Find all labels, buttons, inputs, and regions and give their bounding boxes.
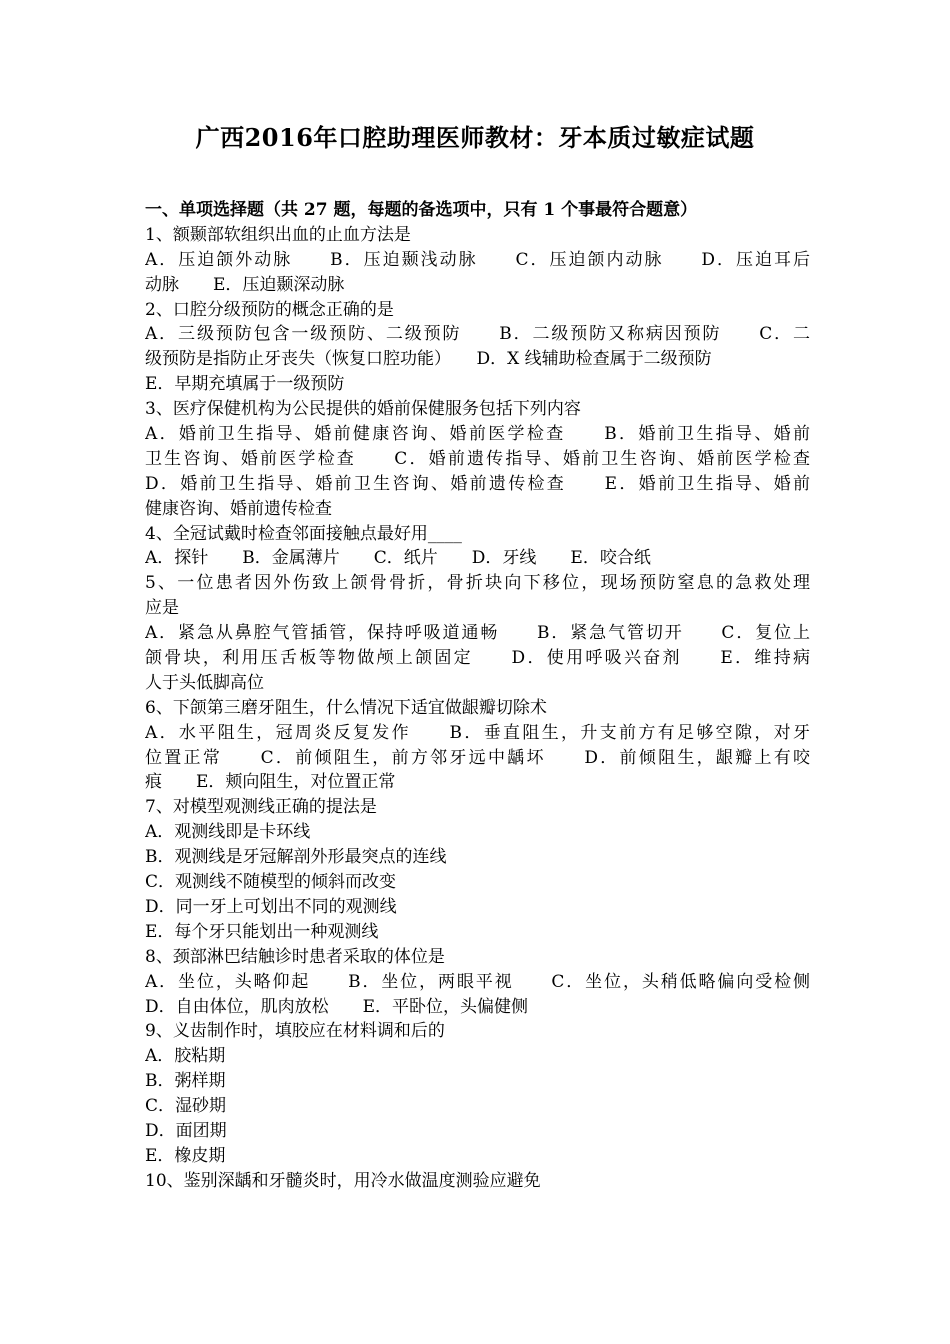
text-line: A．婚前卫生指导、婚前健康咨询、婚前医学检查 B．婚前卫生指导、婚前 [145, 424, 810, 445]
text-line: 8、颈部淋巴结触诊时患者采取的体位是 [145, 946, 445, 967]
text-line: 3、医疗保健机构为公民提供的婚前保健服务包括下列内容 [145, 399, 581, 420]
text-line: A．压迫颌外动脉 B．压迫颞浅动脉 C．压迫颌内动脉 D．压迫耳后 [145, 249, 810, 270]
document-title: 广西2016年口腔助理医师教材：牙本质过敏症试题 [195, 123, 755, 152]
text-line: E．早期充填属于一级预防 [145, 374, 345, 395]
text-line: D．同一牙上可划出不同的观测线 [145, 896, 397, 917]
text-line: D．面团期 [145, 1120, 227, 1141]
text-line: 10、鉴别深龋和牙髓炎时，用冷水做温度测验应避免 [145, 1170, 541, 1191]
text-line: 9、义齿制作时，填胶应在材料调和后的 [145, 1021, 445, 1042]
text-line: E．每个牙只能划出一种观测线 [145, 921, 379, 942]
text-line: 人于头低脚高位 [145, 672, 264, 693]
text-line: B．粥样期 [145, 1071, 226, 1092]
text-line: 4、全冠试戴时检查邻面接触点最好用____ [145, 523, 462, 544]
text-line: A．紧急从鼻腔气管插管，保持呼吸道通畅 B．紧急气管切开 C．复位上 [145, 623, 810, 644]
text-line: 应是 [145, 598, 179, 619]
text-line: 6、下颌第三磨牙阻生，什么情况下适宜做龈瓣切除术 [145, 697, 547, 718]
text-line: D．自由体位，肌肉放松 E．平卧位，头偏健侧 [145, 996, 529, 1017]
text-line: D．婚前卫生指导、婚前卫生咨询、婚前遗传检查 E．婚前卫生指导、婚前 [145, 473, 810, 494]
question-list [145, 198, 810, 1194]
text-line: A．水平阻生，冠周炎反复发作 B．垂直阻生，升支前方有足够空隙，对牙 [145, 722, 810, 743]
text-line: 颌骨块，利用压舌板等物做颅上颌固定 D．使用呼吸兴奋剂 E．维持病 [145, 648, 810, 669]
section-heading: 一、单项选择题（共 27 题，每题的备选项中，只有 1 个事最符合题意） [145, 200, 698, 220]
text-line: C．观测线不随模型的倾斜而改变 [145, 872, 397, 893]
text-line: 2、口腔分级预防的概念正确的是 [145, 299, 394, 320]
text-line: A．探针 B．金属薄片 C．纸片 D．牙线 E．咬合纸 [145, 548, 651, 569]
text-line: 卫生咨询、婚前医学检查 C．婚前遗传指导、婚前卫生咨询、婚前医学检查 [145, 448, 810, 469]
text-line: 位置正常 C．前倾阻生，前方邻牙远中龋坏 D．前倾阻生，龈瓣上有咬 [145, 747, 810, 768]
text-line: 健康咨询、婚前遗传检查 [145, 498, 332, 519]
text-line: C．湿砂期 [145, 1096, 227, 1117]
text-line: B．观测线是牙冠解剖外形最突点的连线 [145, 847, 447, 868]
text-line: 1、额颞部软组织出血的止血方法是 [145, 224, 411, 245]
text-line: 7、对模型观测线正确的提法是 [145, 797, 377, 818]
text-line: A．胶粘期 [145, 1046, 226, 1067]
text-line: A．观测线即是卡环线 [145, 822, 311, 843]
text-line: 动脉 E．压迫颞深动脉 [145, 274, 345, 295]
text-line: A．坐位，头略仰起 B．坐位，两眼平视 C．坐位，头稍低略偏向受检侧 [145, 971, 810, 992]
text-line: A．三级预防包含一级预防、二级预防 B．二级预防又称病因预防 C．二 [145, 324, 810, 345]
text-line: 级预防是指防止牙丧失（恢复口腔功能） D．X 线辅助检查属于二级预防 [145, 349, 712, 370]
text-line: E．橡皮期 [145, 1145, 226, 1166]
text-line: 5、一位患者因外伤致上颌骨骨折，骨折块向下移位，现场预防窒息的急救处理 [145, 573, 810, 594]
text-line: 痕 E．颊向阻生，对位置正常 [145, 772, 396, 793]
